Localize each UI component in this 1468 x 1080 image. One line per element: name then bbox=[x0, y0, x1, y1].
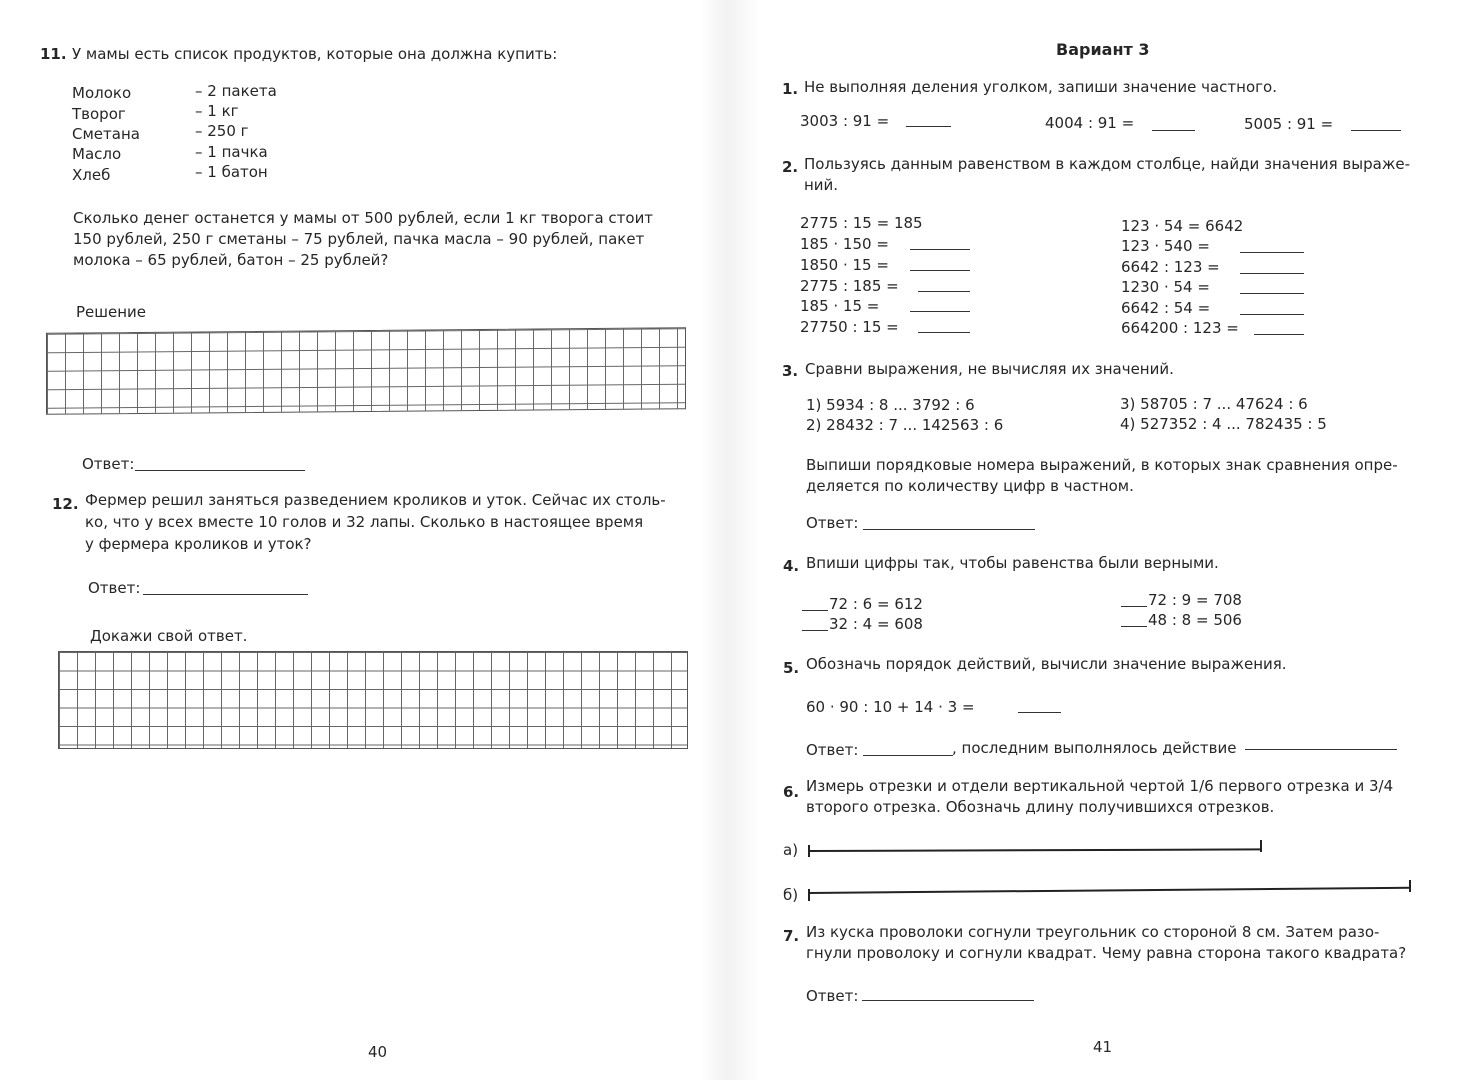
equation: 6642 : 123 = bbox=[1121, 258, 1220, 276]
task7-line: Из куска проволоки согнули треугольник со стороной 8 см. Затем разо- bbox=[806, 923, 1380, 941]
equation-blank[interactable] bbox=[918, 277, 970, 292]
page-number-right: 41 bbox=[1093, 1038, 1113, 1056]
comparison: 2) 28432 : 7 ... 142563 : 6 bbox=[806, 416, 1004, 434]
task4-number: 4. bbox=[783, 557, 800, 575]
task5-text: Обозначь порядок действий, вычисли значение выражения. bbox=[806, 655, 1287, 673]
equation: 48 : 8 = 506 bbox=[1148, 611, 1242, 629]
product-qty: – 250 г bbox=[195, 122, 249, 140]
digit-blank[interactable] bbox=[1121, 612, 1147, 627]
segment-b-end-tick bbox=[1409, 880, 1411, 892]
task11-number: 11. bbox=[40, 45, 67, 63]
answer-blank[interactable] bbox=[862, 986, 1034, 1001]
task1-text: Не выполняя деления уголком, запиши значение частного. bbox=[804, 78, 1277, 96]
equation: 32 : 4 = 608 bbox=[829, 615, 923, 633]
task2-line: Пользуясь данным равенством в каждом столбце, найди значения выраже- bbox=[804, 155, 1410, 173]
segment-a-end-tick bbox=[1260, 840, 1262, 852]
equation: 2775 : 185 = bbox=[800, 277, 899, 295]
product-qty: – 1 пачка bbox=[195, 143, 268, 161]
task1-expr: 5005 : 91 = bbox=[1244, 115, 1334, 133]
task3-sub-line: деляется по количеству цифр в частном. bbox=[806, 477, 1134, 495]
task6-line: Измерь отрезки и отдели вертикальной чертой 1/6 первого отрезка и 3/4 bbox=[806, 777, 1394, 795]
task11-question-line: молока – 65 рублей, батон – 25 рублей? bbox=[73, 251, 389, 269]
task1-number: 1. bbox=[782, 80, 799, 98]
segment-b-label: б) bbox=[783, 886, 799, 904]
equation: 72 : 6 = 612 bbox=[829, 595, 923, 613]
product-qty: – 2 пакета bbox=[195, 82, 277, 100]
comparison: 1) 5934 : 8 ... 3792 : 6 bbox=[806, 396, 975, 414]
prove-label: Докажи свой ответ. bbox=[90, 627, 248, 645]
equation-blank[interactable] bbox=[910, 297, 970, 312]
answer-label: Ответ: bbox=[82, 455, 135, 473]
task3-sub-line: Выпиши порядковые номера выражений, в которых знак сравнения опре- bbox=[806, 456, 1398, 474]
answer-label: Ответ: bbox=[806, 741, 859, 759]
task12-line: Фермер решил заняться разведением кроликов и уток. Сейчас их столь- bbox=[85, 491, 666, 509]
task12-line: у фермера кроликов и уток? bbox=[85, 535, 312, 553]
task4-text: Впиши цифры так, чтобы равенства были верными. bbox=[806, 554, 1219, 572]
segment-a-start-tick bbox=[808, 845, 810, 857]
segment-b-start-tick bbox=[808, 889, 810, 901]
equation: 185 · 150 = bbox=[800, 235, 889, 253]
product-qty: – 1 кг bbox=[195, 102, 239, 120]
equation-blank[interactable] bbox=[1240, 238, 1304, 253]
last-action-label: , последним выполнялось действие bbox=[952, 739, 1237, 757]
equation-blank[interactable] bbox=[918, 318, 970, 333]
digit-blank[interactable] bbox=[802, 616, 828, 631]
task11-text: У мамы есть список продуктов, которые она должна купить: bbox=[72, 45, 558, 63]
task7-line: гнули проволоку и согнули квадрат. Чему равна сторона такого квадрата? bbox=[806, 944, 1407, 962]
task1-blank[interactable] bbox=[906, 112, 951, 127]
product-name: Молоко bbox=[72, 84, 132, 102]
equation: 123 · 54 = 6642 bbox=[1121, 217, 1244, 235]
equation: 1850 · 15 = bbox=[800, 256, 889, 274]
digit-blank[interactable] bbox=[1121, 592, 1147, 607]
task6-line: второго отрезка. Обозначь длину получившихся отрезков. bbox=[806, 798, 1275, 816]
solution-grid[interactable] bbox=[46, 327, 686, 415]
equation: 1230 · 54 = bbox=[1121, 278, 1210, 296]
segment-a-label: а) bbox=[783, 841, 799, 859]
equation: 2775 : 15 = 185 bbox=[800, 214, 923, 232]
equation-blank[interactable] bbox=[1240, 279, 1304, 294]
product-name: Творог bbox=[72, 105, 126, 123]
equation-blank[interactable] bbox=[1240, 300, 1304, 315]
expr-blank[interactable] bbox=[1018, 698, 1061, 713]
product-qty: – 1 батон bbox=[195, 163, 268, 181]
equation-blank[interactable] bbox=[910, 256, 970, 271]
variant-title: Вариант 3 bbox=[1056, 40, 1150, 59]
task6-number: 6. bbox=[783, 783, 800, 801]
task12-number: 12. bbox=[52, 495, 79, 513]
task2-line: ний. bbox=[804, 176, 839, 194]
equation-blank[interactable] bbox=[910, 235, 970, 250]
page-gutter bbox=[700, 0, 760, 1080]
answer-label: Ответ: bbox=[806, 987, 859, 1005]
digit-blank[interactable] bbox=[802, 596, 828, 611]
answer-label: Ответ: bbox=[806, 514, 859, 532]
task12-line: ко, что у всех вместе 10 голов и 32 лапы. Сколько в настоящее время bbox=[85, 513, 644, 531]
task1-blank[interactable] bbox=[1351, 116, 1401, 131]
proof-grid[interactable] bbox=[58, 651, 688, 749]
task2-number: 2. bbox=[782, 158, 799, 176]
answer-label: Ответ: bbox=[88, 579, 141, 597]
equation: 664200 : 123 = bbox=[1121, 319, 1239, 337]
task1-blank[interactable] bbox=[1152, 116, 1195, 131]
segment-b bbox=[809, 887, 1411, 894]
comparison: 4) 527352 : 4 ... 782435 : 5 bbox=[1120, 415, 1327, 433]
task1-expr: 3003 : 91 = bbox=[800, 112, 890, 130]
task5-expr: 60 · 90 : 10 + 14 · 3 = bbox=[806, 698, 975, 716]
product-name: Масло bbox=[72, 145, 122, 163]
product-name: Хлеб bbox=[72, 166, 111, 184]
task3-number: 3. bbox=[782, 362, 799, 380]
task1-expr: 4004 : 91 = bbox=[1045, 114, 1135, 132]
page-number-left: 40 bbox=[368, 1043, 388, 1061]
task3-text: Сравни выражения, не вычисляя их значений. bbox=[805, 360, 1174, 378]
solution-label: Решение bbox=[76, 303, 147, 321]
equation: 72 : 9 = 708 bbox=[1148, 591, 1242, 609]
equation-blank[interactable] bbox=[1240, 259, 1304, 274]
answer-blank[interactable] bbox=[863, 515, 1035, 530]
task5-number: 5. bbox=[783, 659, 800, 677]
comparison: 3) 58705 : 7 ... 47624 : 6 bbox=[1120, 395, 1308, 413]
equation-blank[interactable] bbox=[1254, 320, 1304, 335]
answer-blank[interactable] bbox=[143, 580, 308, 595]
equation: 185 · 15 = bbox=[800, 297, 880, 315]
segment-a bbox=[809, 848, 1261, 852]
equation: 123 · 540 = bbox=[1121, 237, 1210, 255]
task7-number: 7. bbox=[783, 927, 800, 945]
equation: 6642 : 54 = bbox=[1121, 299, 1211, 317]
task11-question-line: Сколько денег останется у мамы от 500 рублей, если 1 кг творога стоит bbox=[73, 209, 654, 227]
equation: 27750 : 15 = bbox=[800, 318, 899, 336]
answer-blank[interactable] bbox=[863, 741, 953, 756]
task11-question-line: 150 рублей, 250 г сметаны – 75 рублей, пачка масла – 90 рублей, пакет bbox=[73, 230, 645, 248]
product-name: Сметана bbox=[72, 125, 140, 143]
action-blank[interactable] bbox=[1245, 735, 1397, 750]
answer-blank[interactable] bbox=[135, 456, 305, 471]
